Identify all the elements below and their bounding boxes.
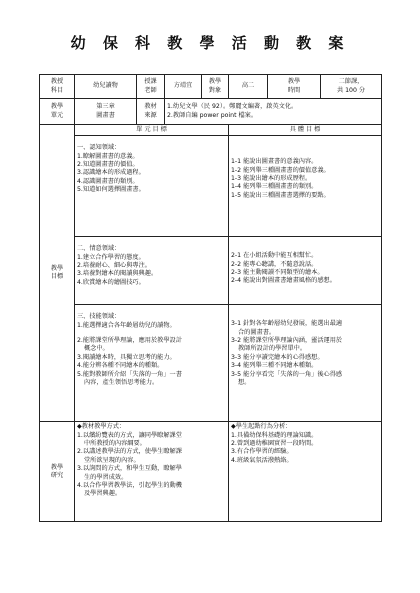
goal-item: 3-3 能分享讀完繪本的心得感想。 [231,353,324,361]
time-label: 教學 時間 [268,75,321,99]
goal-item-continued: 內容，產生領悟思考能力。 [84,378,159,386]
goal-item: 2-3 能主動閱讀不同類型的繪本。 [231,269,324,277]
affective-specific-goals [229,237,382,305]
material-sources [165,99,382,125]
student-item: 1.具備幼保科基礎的理論知識。 [231,431,318,439]
method-item-continued: 堂所欲呈現的內容。 [84,456,140,464]
goal-item: 1-2 能列舉三種圖畫書的價值意義。 [231,166,330,174]
goal-item-continued: 合的圖畫書。 [238,328,276,336]
goal-item: 2-1 在小組活動中能互相幫忙。 [231,252,318,260]
affective-unit-goals [75,237,229,305]
goal-item: 1.能選擇適合各年齡層幼兒的讀物。 [77,321,176,329]
method-item: 4.以合作學習教學法，引起學生的動機 [77,481,182,489]
goal-item: 1-1 能說出圖畫書的意義內容。 [231,158,318,166]
skill-heading: 三、技能領域： [77,313,121,321]
teacher-value: 方靖宜 [165,75,202,99]
goal-item: 1-5 能說出三種圖畫書選擇的要點。 [231,191,330,199]
goal-item: 3.培養對繪本的閱讀與興趣。 [77,270,158,278]
specific-goals-header: 具 體 目 標 [229,125,382,136]
method-item-continued: 生的學習成效。 [84,473,128,481]
unit-goals-header: 單 元 目 標 [75,125,229,136]
method-item: 1.以繽紛覽表的方式，讓同學瞭解課堂 [77,431,182,439]
goal-item: 5.知道如何選擇圖畫書。 [77,186,145,194]
cognitive-heading: 一、認知領域： [77,144,121,152]
student-item: 3.有合作學習的經驗。 [231,448,293,456]
unit-label: 教學 單元 [40,99,75,125]
subject-label: 教授 科目 [40,75,75,99]
goal-item: 2-2 能專心聽講，不隨意說話。 [231,260,318,268]
goal-item: 3-2 能將課堂所學理論內涵，靈活運用於 [231,337,343,345]
goal-item: 2.培養耐心、細心與專注。 [77,262,151,270]
goal-item: 2.能將課堂所學理論，應用於教學設計 [77,337,182,345]
student-item: 2.曾到過幼稚園實習一段時間。 [231,440,318,448]
material-item: 2.教師自編 power point 檔案。 [167,111,258,119]
goal-item: 3-5 能分享看完「失落的一角」後心得感 [231,370,343,378]
skill-unit-goals [75,305,229,422]
subject-value: 幼兒讀物 [75,75,137,99]
skill-specific-goals [229,305,382,422]
goal-item: 1.建立合作學習的態度。 [77,253,145,261]
goal-item: 1-4 能列舉三種圖畫書的類別。 [231,183,318,191]
goal-item-continued: 想。 [238,378,251,386]
goal-item: 3-1 針對各年齡層幼兒發展，能選出最適 [231,320,343,328]
goal-item: 5.能對教師所介紹「失落的一角」一書 [77,370,182,378]
teaching-heading: ◆教材教學方式： [77,423,126,431]
lesson-plan-table [39,74,382,522]
cognitive-specific-goals [229,136,382,237]
teacher-label: 授課 老師 [137,75,165,99]
method-item: 2.以講述教學法的方式，使學生瞭解課 [77,448,182,456]
goal-item: 4.欣賞繪本的繪圖技巧。 [77,278,145,286]
students-heading: ◆學生起點行為分析： [231,423,292,431]
target-label: 教學 對象 [202,75,229,99]
goal-item-continued: 概念中。 [84,345,109,353]
goal-item: 4.能分辨各種不同繪本的種類。 [77,362,164,370]
time-value: 二節課， 共 100 分 [321,75,382,99]
goal-item: 2.知道圖畫書的價值。 [77,161,139,169]
student-item: 4.班級氣氛活潑熱絡。 [231,456,293,464]
goals-label: 教學 目標 [40,125,75,422]
material-item: 1.幼兒文學（民 92）。鄭麗文編著，啟英文化。 [167,103,298,111]
student-analysis [229,422,382,522]
method-item-continued: 中所教授的內容綱要。 [84,440,146,448]
affective-heading: 二、情意領域： [77,245,121,253]
research-label: 教學 研究 [40,422,75,522]
goal-item-continued: 教師所設計的學習單中。 [238,345,307,353]
method-item: 3.以詢問的方式，和學生互動，瞭解學 [77,465,182,473]
goal-item: 2-4 能說出對圖畫書繪畫風格的感想。 [231,277,336,285]
material-label: 教材 來源 [137,99,165,125]
cognitive-unit-goals [75,136,229,237]
goal-item: 3.認識繪本的形成過程。 [77,169,145,177]
method-item-continued: 及學習興趣。 [84,490,122,498]
goal-item: 1.瞭解圖畫書的意義。 [77,152,139,160]
goal-item: 3.閱讀繪本時，具獨立思考的能力。 [77,353,176,361]
goal-item: 1-3 能說出繪本的形成歷程。 [231,175,312,183]
goal-item: 4.認識圖畫書的類別。 [77,177,139,185]
target-value: 高二 [229,75,268,99]
goal-item: 3-4 能列舉三種不同繪本種類。 [231,362,318,370]
unit-value: 第三章 圖畫書 [75,99,137,125]
teaching-methods [75,422,229,522]
page-title: 幼 保 科 教 學 活 動 教 案 [70,34,350,52]
